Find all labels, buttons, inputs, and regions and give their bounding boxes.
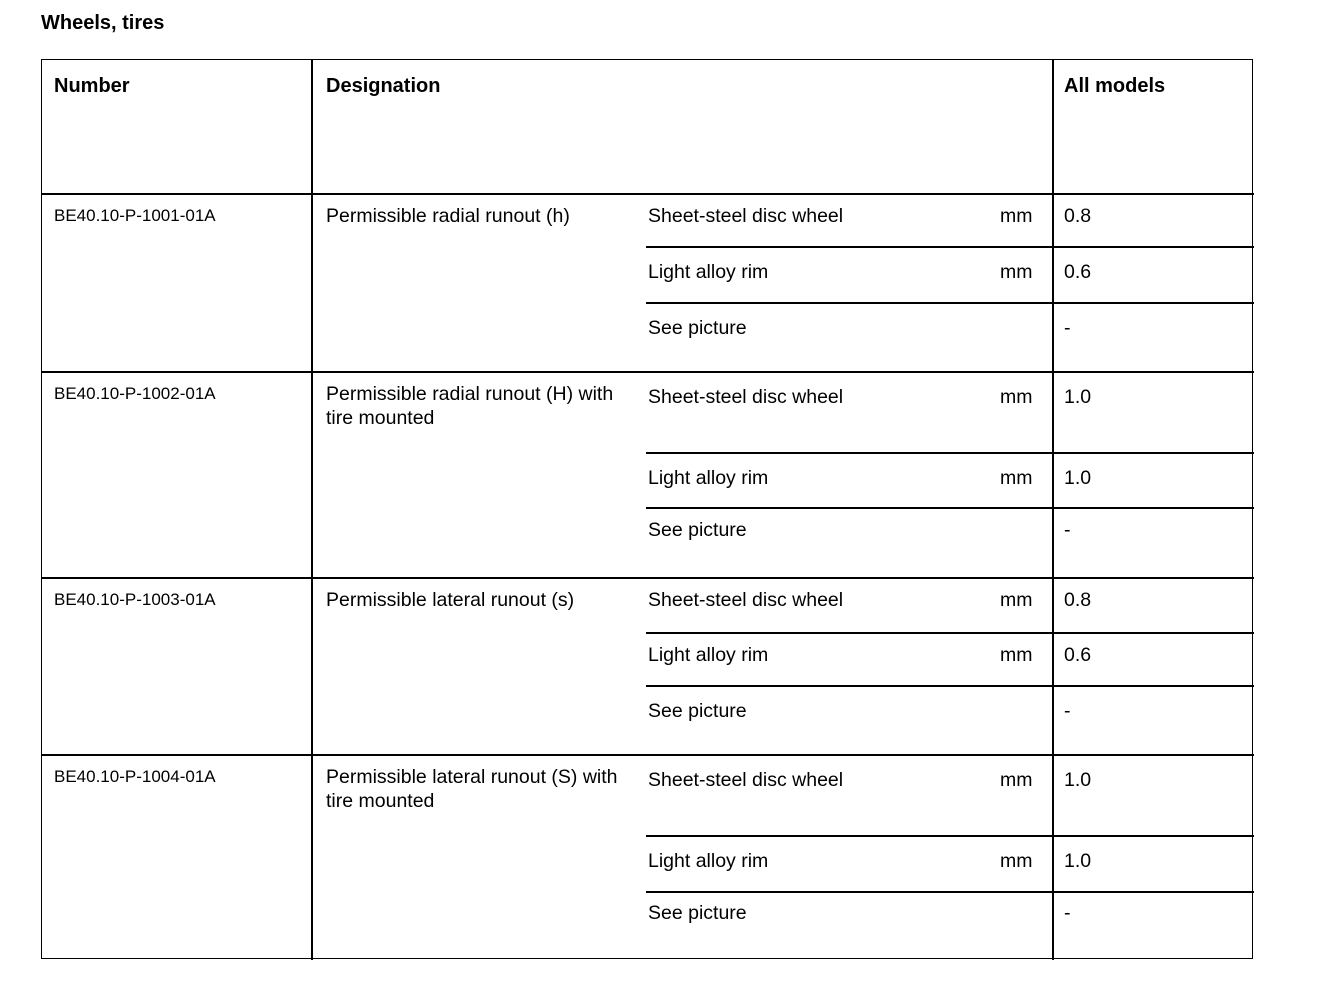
row-divider: [646, 302, 1254, 304]
designation: Permissible lateral runout (s): [326, 589, 575, 611]
spec-value: -: [1064, 519, 1071, 541]
section-title: Wheels, tires: [41, 12, 165, 34]
spec-value: 1.0: [1064, 467, 1092, 489]
spec-value: -: [1064, 317, 1071, 339]
designation: Permissible lateral runout (S) with tire mounted: [326, 766, 618, 812]
condition-label: See picture: [648, 700, 747, 722]
row-divider: [646, 835, 1254, 837]
condition-label: See picture: [648, 317, 747, 339]
condition-label: Sheet-steel disc wheel: [648, 589, 844, 611]
spec-value: 1.0: [1064, 850, 1092, 872]
row-divider: [646, 507, 1254, 509]
spec-value: 0.6: [1064, 261, 1092, 283]
unit-label: mm: [1000, 589, 1033, 611]
unit-label: mm: [1000, 261, 1033, 283]
row-divider: [646, 452, 1254, 454]
part-number: BE40.10-P-1004-01A: [54, 767, 216, 786]
header-number: Number: [54, 75, 130, 97]
group-divider: [42, 577, 1254, 579]
row-divider: [646, 246, 1254, 248]
unit-label: mm: [1000, 850, 1033, 872]
spec-value: 1.0: [1064, 386, 1092, 408]
header-all-models: All models: [1064, 75, 1166, 97]
condition-label: See picture: [648, 519, 747, 541]
spec-value: 1.0: [1064, 769, 1092, 791]
condition-label: Light alloy rim: [648, 261, 769, 283]
unit-label: mm: [1000, 467, 1033, 489]
condition-label: Light alloy rim: [648, 467, 769, 489]
group-divider: [42, 193, 1254, 195]
designation: Permissible radial runout (h): [326, 205, 570, 227]
part-number: BE40.10-P-1001-01A: [54, 206, 216, 225]
condition-label: Sheet-steel disc wheel: [648, 205, 844, 227]
row-divider: [646, 891, 1254, 893]
column-divider: [1052, 60, 1054, 960]
spec-value: 0.8: [1064, 205, 1092, 227]
condition-label: See picture: [648, 902, 747, 924]
unit-label: mm: [1000, 205, 1033, 227]
unit-label: mm: [1000, 644, 1033, 666]
row-divider: [646, 632, 1254, 634]
group-divider: [42, 754, 1254, 756]
spec-value: 0.6: [1064, 644, 1092, 666]
unit-label: mm: [1000, 769, 1033, 791]
part-number: BE40.10-P-1003-01A: [54, 590, 216, 609]
condition-label: Sheet-steel disc wheel: [648, 386, 844, 408]
condition-label: Light alloy rim: [648, 644, 769, 666]
row-divider: [646, 685, 1254, 687]
column-divider: [311, 60, 313, 960]
designation: Permissible radial runout (H) with tire mounted: [326, 383, 614, 429]
header-designation: Designation: [326, 75, 441, 97]
spec-value: -: [1064, 902, 1071, 924]
condition-label: Sheet-steel disc wheel: [648, 769, 844, 791]
spec-value: -: [1064, 700, 1071, 722]
specification-table: [41, 59, 1253, 959]
unit-label: mm: [1000, 386, 1033, 408]
part-number: BE40.10-P-1002-01A: [54, 384, 216, 403]
condition-label: Light alloy rim: [648, 850, 769, 872]
group-divider: [42, 371, 1254, 373]
spec-value: 0.8: [1064, 589, 1092, 611]
